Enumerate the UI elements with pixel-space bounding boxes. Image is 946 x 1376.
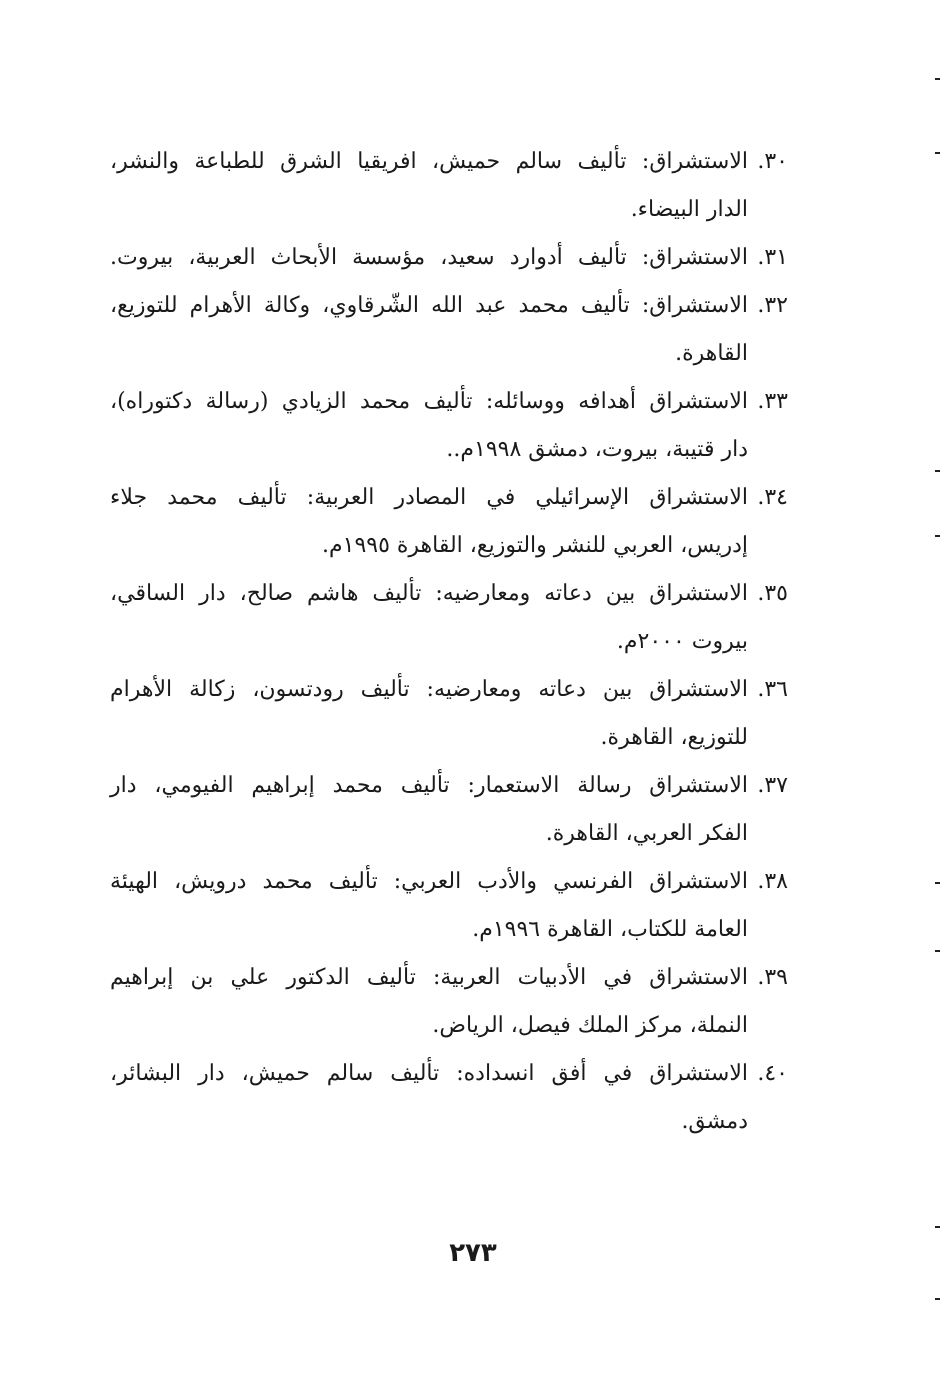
list-item [110, 138, 788, 234]
list-item [110, 666, 788, 762]
list-item [110, 570, 788, 666]
entry-number: ٣٣. [757, 389, 788, 414]
entry-continuation: إدريس، العربي للنشر والتوزيع، القاهرة ١٩٩٥م. [322, 533, 748, 558]
entry-continuation: الدار البيضاء. [630, 197, 748, 222]
entry-number: ٣٨. [757, 869, 788, 894]
entry-text: الاستشراق في أفق انسداده: تأليف سالم حميش، دار البشائر، [110, 1061, 748, 1086]
entry-number: ٣٢. [757, 293, 788, 318]
entry-text: الاستشراق الفرنسي والأدب العربي: تأليف محمد درويش، الهيئة [110, 869, 748, 894]
list-item [110, 762, 788, 858]
entry-text: الاستشراق الإسرائيلي في المصادر العربية: تأليف محمد جلاء [110, 485, 748, 510]
entry-continuation: العامة للكتاب، القاهرة ١٩٩٦م. [472, 917, 748, 942]
entry-text: الاستشراق في الأدبيات العربية: تأليف الدكتور علي بن إبراهيم [110, 965, 748, 990]
entry-text: الاستشراق بين دعاته ومعارضيه: تأليف هاشم صالح، دار الساقي، [110, 581, 748, 606]
entry-text: الاستشراق رسالة الاستعمار: تأليف محمد إبراهيم الفيومي، دار [110, 773, 748, 798]
list-item [110, 282, 788, 378]
entry-number: ٣٧. [757, 773, 788, 798]
entry-continuation: بيروت ٢٠٠٠م. [616, 629, 748, 654]
scan-edge-mark [935, 882, 940, 884]
bibliography-list [110, 138, 788, 1146]
entry-number: ٣٤. [757, 485, 788, 510]
page-number: ٢٧٣ [449, 1238, 497, 1268]
entry-continuation: دار قتيبة، بيروت، دمشق ١٩٩٨م.. [446, 437, 748, 462]
list-item [110, 954, 788, 1050]
scan-edge-mark [935, 535, 940, 537]
scan-edge-mark [935, 78, 940, 80]
entry-text: الاستشراق: تأليف أدوارد سعيد، مؤسسة الأبحاث العربية، بيروت. [110, 245, 748, 270]
scan-edge-mark [935, 1226, 940, 1228]
entry-number: ٣٦. [757, 677, 788, 702]
entry-continuation: النملة، مركز الملك فيصل، الرياض. [432, 1013, 748, 1038]
list-item [110, 378, 788, 474]
list-item [110, 234, 788, 282]
scan-edge-mark [935, 950, 940, 952]
entry-text: الاستشراق: تأليف محمد عبد الله الشّرقاوي، وكالة الأهرام للتوزيع، [110, 293, 748, 318]
list-item [110, 474, 788, 570]
list-item [110, 1050, 788, 1146]
entry-number: ٣١. [757, 245, 788, 270]
entry-continuation: دمشق. [681, 1109, 748, 1134]
entry-text: الاستشراق أهدافه ووسائله: تأليف محمد الزيادي (رسالة دكتوراه)، [110, 389, 748, 414]
scan-edge-mark [935, 1298, 940, 1300]
entry-continuation: الفكر العربي، القاهرة. [545, 821, 748, 846]
entry-number: ٤٠. [757, 1061, 788, 1086]
scan-edge-mark [935, 152, 940, 154]
entry-number: ٣٥. [757, 581, 788, 606]
entry-number: ٣٠. [757, 149, 788, 174]
entry-number: ٣٩. [757, 965, 788, 990]
list-item [110, 858, 788, 954]
entry-continuation: القاهرة. [675, 341, 748, 366]
entry-text: الاستشراق: تأليف سالم حميش، افريقيا الشرق للطباعة والنشر، [110, 149, 748, 174]
entry-continuation: للتوزيع، القاهرة. [600, 725, 748, 750]
entry-text: الاستشراق بين دعاته ومعارضيه: تأليف رودتسون، زكالة الأهرام [110, 677, 748, 702]
scan-edge-mark [935, 470, 940, 472]
